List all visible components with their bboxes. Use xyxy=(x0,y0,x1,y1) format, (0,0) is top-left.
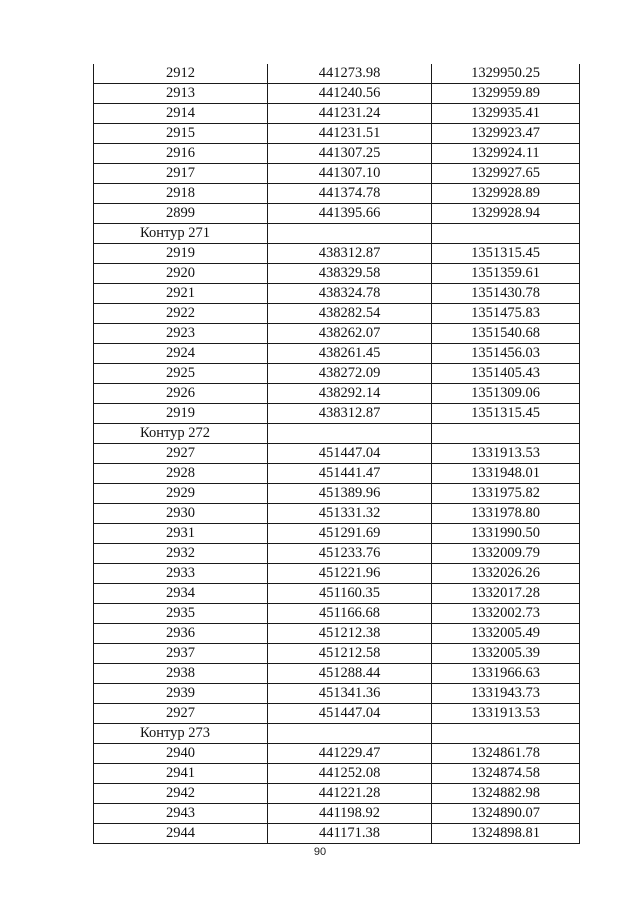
x-coordinate-cell: 441198.92 xyxy=(268,804,432,824)
x-coordinate-cell: 438262.07 xyxy=(268,324,432,344)
point-id-cell: 2913 xyxy=(94,84,268,104)
x-coordinate-cell: 451160.35 xyxy=(268,584,432,604)
x-coordinate-cell: 438312.87 xyxy=(268,244,432,264)
table-row xyxy=(94,624,580,644)
table-row xyxy=(94,744,580,764)
point-id-cell: 2917 xyxy=(94,164,268,184)
table-row xyxy=(94,384,580,404)
y-coordinate-cell: 1351540.68 xyxy=(432,324,580,344)
point-id-cell: 2940 xyxy=(94,744,268,764)
table-row xyxy=(94,364,580,384)
table-row xyxy=(94,464,580,484)
x-coordinate-cell: 441395.66 xyxy=(268,204,432,224)
x-coordinate-cell: 451288.44 xyxy=(268,664,432,684)
point-id-cell: 2938 xyxy=(94,664,268,684)
table-row xyxy=(94,84,580,104)
x-coordinate-cell: 451212.58 xyxy=(268,644,432,664)
x-coordinate-cell: 438272.09 xyxy=(268,364,432,384)
table-row xyxy=(94,804,580,824)
y-coordinate-cell: 1329924.11 xyxy=(432,144,580,164)
y-coordinate-cell: 1351475.83 xyxy=(432,304,580,324)
contour-label: Контур 272 xyxy=(94,424,268,444)
y-coordinate-cell: 1324890.07 xyxy=(432,804,580,824)
empty-cell xyxy=(268,724,432,744)
x-coordinate-cell: 441231.51 xyxy=(268,124,432,144)
contour-label: Контур 271 xyxy=(94,224,268,244)
table-row xyxy=(94,564,580,584)
point-id-cell: 2928 xyxy=(94,464,268,484)
x-coordinate-cell: 438329.58 xyxy=(268,264,432,284)
y-coordinate-cell: 1331975.82 xyxy=(432,484,580,504)
y-coordinate-cell: 1332026.26 xyxy=(432,564,580,584)
table-row xyxy=(94,324,580,344)
table-row xyxy=(94,664,580,684)
table-row xyxy=(94,784,580,804)
table-row xyxy=(94,184,580,204)
table-row xyxy=(94,344,580,364)
y-coordinate-cell: 1329935.41 xyxy=(432,104,580,124)
point-id-cell: 2941 xyxy=(94,764,268,784)
x-coordinate-cell: 441171.38 xyxy=(268,824,432,844)
x-coordinate-cell: 441229.47 xyxy=(268,744,432,764)
table-row xyxy=(94,764,580,784)
y-coordinate-cell: 1331990.50 xyxy=(432,524,580,544)
table-row xyxy=(94,824,580,844)
table-row xyxy=(94,544,580,564)
table-row xyxy=(94,684,580,704)
table-row xyxy=(94,584,580,604)
y-coordinate-cell: 1332005.39 xyxy=(432,644,580,664)
empty-cell xyxy=(268,224,432,244)
point-id-cell: 2922 xyxy=(94,304,268,324)
point-id-cell: 2929 xyxy=(94,484,268,504)
x-coordinate-cell: 441273.98 xyxy=(268,64,432,84)
table-row xyxy=(94,164,580,184)
point-id-cell: 2927 xyxy=(94,704,268,724)
x-coordinate-cell: 441240.56 xyxy=(268,84,432,104)
y-coordinate-cell: 1329928.94 xyxy=(432,204,580,224)
table-row xyxy=(94,484,580,504)
x-coordinate-cell: 441374.78 xyxy=(268,184,432,204)
y-coordinate-cell: 1329923.47 xyxy=(432,124,580,144)
x-coordinate-cell: 451233.76 xyxy=(268,544,432,564)
point-id-cell: 2937 xyxy=(94,644,268,664)
point-id-cell: 2927 xyxy=(94,444,268,464)
x-coordinate-cell: 451221.96 xyxy=(268,564,432,584)
y-coordinate-cell: 1332017.28 xyxy=(432,584,580,604)
x-coordinate-cell: 451341.36 xyxy=(268,684,432,704)
x-coordinate-cell: 441307.10 xyxy=(268,164,432,184)
table-row xyxy=(94,404,580,424)
x-coordinate-cell: 438261.45 xyxy=(268,344,432,364)
y-coordinate-cell: 1329927.65 xyxy=(432,164,580,184)
table-row xyxy=(94,264,580,284)
point-id-cell: 2926 xyxy=(94,384,268,404)
x-coordinate-cell: 451166.68 xyxy=(268,604,432,624)
x-coordinate-cell: 451441.47 xyxy=(268,464,432,484)
y-coordinate-cell: 1332005.49 xyxy=(432,624,580,644)
table-row xyxy=(94,244,580,264)
table-row xyxy=(94,504,580,524)
point-id-cell: 2942 xyxy=(94,784,268,804)
x-coordinate-cell: 451447.04 xyxy=(268,444,432,464)
y-coordinate-cell: 1351405.43 xyxy=(432,364,580,384)
y-coordinate-cell: 1331943.73 xyxy=(432,684,580,704)
y-coordinate-cell: 1329928.89 xyxy=(432,184,580,204)
point-id-cell: 2919 xyxy=(94,244,268,264)
point-id-cell: 2912 xyxy=(94,64,268,84)
y-coordinate-cell: 1331913.53 xyxy=(432,704,580,724)
x-coordinate-cell: 438324.78 xyxy=(268,284,432,304)
x-coordinate-cell: 451389.96 xyxy=(268,484,432,504)
y-coordinate-cell: 1324874.58 xyxy=(432,764,580,784)
point-id-cell: 2918 xyxy=(94,184,268,204)
y-coordinate-cell: 1329950.25 xyxy=(432,64,580,84)
y-coordinate-cell: 1331913.53 xyxy=(432,444,580,464)
point-id-cell: 2919 xyxy=(94,404,268,424)
point-id-cell: 2923 xyxy=(94,324,268,344)
contour-header-row xyxy=(94,724,580,744)
empty-cell xyxy=(432,724,580,744)
y-coordinate-cell: 1351359.61 xyxy=(432,264,580,284)
y-coordinate-cell: 1329959.89 xyxy=(432,84,580,104)
contour-label: Контур 273 xyxy=(94,724,268,744)
point-id-cell: 2933 xyxy=(94,564,268,584)
x-coordinate-cell: 451212.38 xyxy=(268,624,432,644)
x-coordinate-cell: 451291.69 xyxy=(268,524,432,544)
y-coordinate-cell: 1351456.03 xyxy=(432,344,580,364)
y-coordinate-cell: 1324861.78 xyxy=(432,744,580,764)
table-row xyxy=(94,604,580,624)
y-coordinate-cell: 1332002.73 xyxy=(432,604,580,624)
empty-cell xyxy=(432,424,580,444)
point-id-cell: 2943 xyxy=(94,804,268,824)
y-coordinate-cell: 1351315.45 xyxy=(432,244,580,264)
point-id-cell: 2944 xyxy=(94,824,268,844)
table-row xyxy=(94,304,580,324)
point-id-cell: 2924 xyxy=(94,344,268,364)
table-row xyxy=(94,64,580,84)
table-row xyxy=(94,104,580,124)
x-coordinate-cell: 451331.32 xyxy=(268,504,432,524)
x-coordinate-cell: 441221.28 xyxy=(268,784,432,804)
x-coordinate-cell: 438292.14 xyxy=(268,384,432,404)
y-coordinate-cell: 1332009.79 xyxy=(432,544,580,564)
empty-cell xyxy=(268,424,432,444)
y-coordinate-cell: 1351430.78 xyxy=(432,284,580,304)
y-coordinate-cell: 1331978.80 xyxy=(432,504,580,524)
table-row xyxy=(94,704,580,724)
point-id-cell: 2921 xyxy=(94,284,268,304)
x-coordinate-cell: 441231.24 xyxy=(268,104,432,124)
table-row xyxy=(94,444,580,464)
x-coordinate-cell: 441252.08 xyxy=(268,764,432,784)
page-number: 90 xyxy=(313,846,327,858)
point-id-cell: 2936 xyxy=(94,624,268,644)
table-row xyxy=(94,284,580,304)
point-id-cell: 2931 xyxy=(94,524,268,544)
point-id-cell: 2930 xyxy=(94,504,268,524)
y-coordinate-cell: 1351309.06 xyxy=(432,384,580,404)
point-id-cell: 2920 xyxy=(94,264,268,284)
x-coordinate-cell: 441307.25 xyxy=(268,144,432,164)
table-row xyxy=(94,524,580,544)
point-id-cell: 2915 xyxy=(94,124,268,144)
table-row xyxy=(94,124,580,144)
y-coordinate-cell: 1324882.98 xyxy=(432,784,580,804)
table-row xyxy=(94,644,580,664)
contour-header-row xyxy=(94,224,580,244)
x-coordinate-cell: 438282.54 xyxy=(268,304,432,324)
y-coordinate-cell: 1324898.81 xyxy=(432,824,580,844)
table-row xyxy=(94,144,580,164)
y-coordinate-cell: 1351315.45 xyxy=(432,404,580,424)
contour-header-row xyxy=(94,424,580,444)
point-id-cell: 2916 xyxy=(94,144,268,164)
x-coordinate-cell: 438312.87 xyxy=(268,404,432,424)
point-id-cell: 2932 xyxy=(94,544,268,564)
table-row xyxy=(94,204,580,224)
coordinates-table-body xyxy=(94,64,580,844)
point-id-cell: 2935 xyxy=(94,604,268,624)
point-id-cell: 2925 xyxy=(94,364,268,384)
point-id-cell: 2899 xyxy=(94,204,268,224)
empty-cell xyxy=(432,224,580,244)
point-id-cell: 2934 xyxy=(94,584,268,604)
point-id-cell: 2914 xyxy=(94,104,268,124)
y-coordinate-cell: 1331948.01 xyxy=(432,464,580,484)
coordinates-table xyxy=(93,64,580,844)
point-id-cell: 2939 xyxy=(94,684,268,704)
x-coordinate-cell: 451447.04 xyxy=(268,704,432,724)
y-coordinate-cell: 1331966.63 xyxy=(432,664,580,684)
